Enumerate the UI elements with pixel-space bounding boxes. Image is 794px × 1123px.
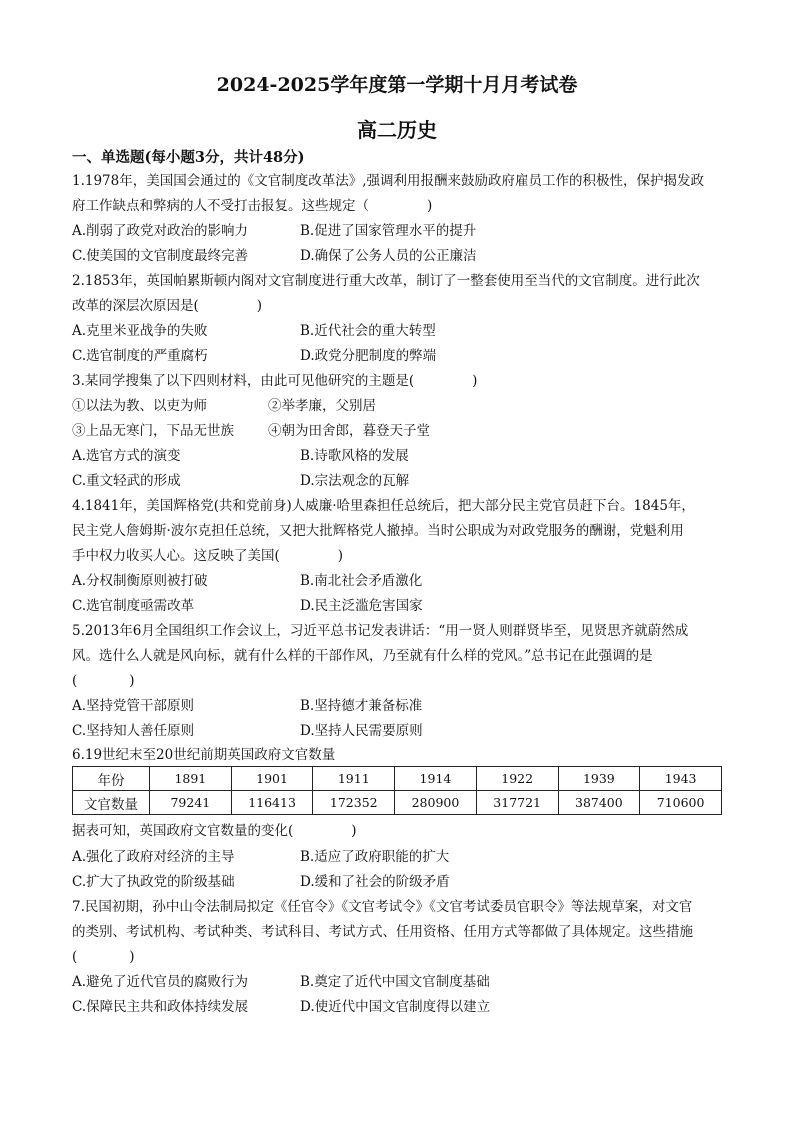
q7-option-c: C.保障民主共和政体持续发展 xyxy=(72,999,249,1015)
q3-option-a: A.选官方式的演变 xyxy=(72,448,181,464)
q7-line-2: 的类别、考试机构、考试种类、考试科目、考试方式、任用资格、任用方式等都做了具体规定。这些措施 xyxy=(72,924,693,940)
q2-line-2: 改革的深层次原因是( ) xyxy=(72,298,263,314)
q5-line-1: 5.2013年6月全国组织工作会议上，习近平总书记发表讲话：“用一贤人则群贤毕至，见贤思齐就蔚然成 xyxy=(72,623,689,639)
table-cell: 1901 xyxy=(231,767,313,791)
table-row-years xyxy=(73,767,722,791)
table-cell: 116413 xyxy=(231,791,313,815)
table-cell: 1939 xyxy=(558,767,640,791)
table-cell: 280900 xyxy=(395,791,477,815)
q6-line-1: 6.19世纪末至20世纪前期英国政府文官数量 xyxy=(72,747,336,763)
q6-option-c: C.扩大了执政党的阶级基础 xyxy=(72,874,235,890)
row-label-count: 文官数量 xyxy=(73,791,150,815)
q1-option-b: B.促进了国家管理水平的提升 xyxy=(300,223,477,239)
row-label-year: 年份 xyxy=(73,767,150,791)
q4-option-d: D.民主泛滥危害国家 xyxy=(300,598,423,614)
q2-option-d: D.政党分肥制度的弊端 xyxy=(300,348,437,364)
q3-material-3: ③上品无寒门，下品无世族 xyxy=(72,423,234,439)
q5-line-3: ( ) xyxy=(72,673,135,689)
table-cell: 317721 xyxy=(476,791,558,815)
q5-option-a: A.坚持党管干部原则 xyxy=(72,698,195,714)
q7-line-1: 7.民国初期，孙中山令法制局拟定《任官令》《文官考试令》《文官考试委员官职令》等法规草案，对文官 xyxy=(72,899,693,915)
q4-option-b: B.南北社会矛盾激化 xyxy=(300,573,423,589)
q3-line-1: 3.某同学搜集了以下四则材料，由此可见他研究的主题是( ) xyxy=(72,373,478,389)
q1-option-d: D.确保了公务人员的公正廉洁 xyxy=(300,248,477,264)
q4-line-2: 民主党人詹姆斯·波尔克担任总统，又把大批辉格党人撤掉。当时公职成为对政党服务的酬谢，党魁利用 xyxy=(72,523,684,539)
q4-line-3: 手中权力收买人心。这反映了美国( ) xyxy=(72,548,344,564)
exam-subject: 高二历史 xyxy=(357,118,437,142)
q6-option-a: A.强化了政府对经济的主导 xyxy=(72,849,235,865)
q2-option-a: A.克里米亚战争的失败 xyxy=(72,323,208,339)
table-cell: 710600 xyxy=(640,791,722,815)
q7-line-3: ( ) xyxy=(72,949,135,965)
table-cell: 1914 xyxy=(395,767,477,791)
q5-option-b: B.坚持德才兼备标准 xyxy=(300,698,423,714)
q5-line-2: 风。选什么人就是风向标，就有什么样的干部作风，乃至就有什么样的党风。”总书记在此强调的是 xyxy=(72,648,653,664)
table-row-counts xyxy=(73,791,722,815)
q3-material-4: ④朝为田舍郎，暮登天子堂 xyxy=(268,423,430,439)
table-cell: 79241 xyxy=(150,791,232,815)
q2-line-1: 2.1853年，英国帕累斯顿内阁对文官制度进行重大改革，制订了一整套使用至当代的文官制度。进行此次 xyxy=(72,273,700,289)
q2-option-b: B.近代社会的重大转型 xyxy=(300,323,436,339)
q6-stem: 据表可知，英国政府文官数量的变化( ) xyxy=(72,823,357,839)
q1-line-1: 1.1978年，美国国会通过的《文官制度改革法》,强调利用报酬来鼓励政府雇员工作的积极性，保护揭发政 xyxy=(72,173,705,189)
q1-option-a: A.削弱了政党对政治的影响力 xyxy=(72,223,249,239)
q7-option-d: D.使近代中国文官制度得以建立 xyxy=(300,999,491,1015)
q5-option-c: C.坚持知人善任原则 xyxy=(72,723,195,739)
civil-servant-table xyxy=(72,766,722,815)
q4-line-1: 4.1841年，美国辉格党(共和党前身)人威廉·哈里森担任总统后，把大部分民主党官员赶下台。1845年， xyxy=(72,498,695,514)
q1-line-2: 府工作缺点和弊病的人不受打击报复。这些规定（ ) xyxy=(72,198,433,214)
table-cell: 172352 xyxy=(313,791,395,815)
q3-material-2: ②举孝廉，父别居 xyxy=(268,398,376,414)
table-cell: 1922 xyxy=(476,767,558,791)
table-cell: 1911 xyxy=(313,767,395,791)
table-cell: 1891 xyxy=(150,767,232,791)
q7-option-b: B.奠定了近代中国文官制度基础 xyxy=(300,974,490,990)
q3-option-c: C.重文轻武的形成 xyxy=(72,473,181,489)
q3-option-b: B.诗歌风格的发展 xyxy=(300,448,409,464)
table-cell: 387400 xyxy=(558,791,640,815)
q7-option-a: A.避免了近代官员的腐败行为 xyxy=(72,974,249,990)
table-cell: 1943 xyxy=(640,767,722,791)
q2-option-c: C.选官制度的严重腐朽 xyxy=(72,348,208,364)
q3-material-1: ①以法为教、以吏为师 xyxy=(72,398,207,414)
q6-option-b: B.适应了政府职能的扩大 xyxy=(300,849,450,865)
exam-title: 2024-2025学年度第一学期十月月考试卷 xyxy=(216,74,578,96)
q6-option-d: D.缓和了社会的阶级矛盾 xyxy=(300,874,450,890)
section-heading: 一、单选题(每小题3分，共计48分) xyxy=(72,149,305,166)
q5-option-d: D.坚持人民需要原则 xyxy=(300,723,423,739)
q3-option-d: D.宗法观念的瓦解 xyxy=(300,473,410,489)
q4-option-c: C.选官制度亟需改革 xyxy=(72,598,195,614)
q1-option-c: C.使美国的文官制度最终完善 xyxy=(72,248,249,264)
q4-option-a: A.分权制衡原则被打破 xyxy=(72,573,208,589)
